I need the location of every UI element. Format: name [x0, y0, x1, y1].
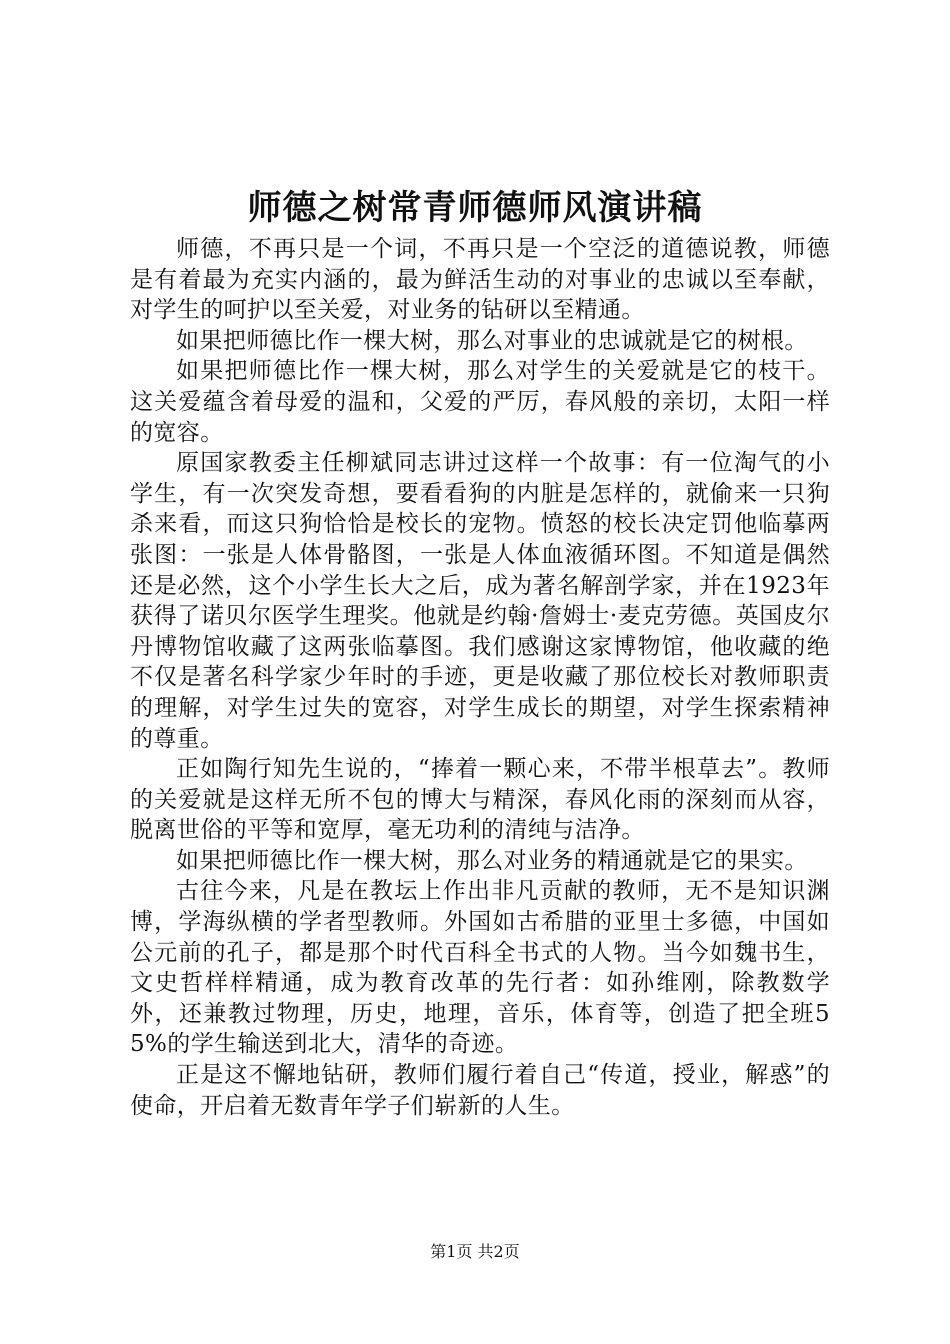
- paragraph: 正如陶行知先生说的，“捧着一颗心来，不带半根草去”。教师的关爱就是这样无所不包的博大与精深，春风化雨的深刻而从容，脱离世俗的平等和宽厚，毫无功利的清纯与洁净。: [130, 756, 830, 844]
- page-footer: 第1页 共2页: [430, 1242, 520, 1261]
- paragraph: 如果把师德比作一棵大树，那么对业务的精通就是它的果实。: [176, 847, 808, 874]
- paragraph: 如果把师德比作一棵大树，那么对事业的忠诚就是它的树根。: [176, 327, 808, 354]
- document-body: [130, 234, 830, 1121]
- paragraph: 如果把师德比作一棵大树，那么对学生的关爱就是它的枝干。这关爱蕴含着母爱的温和，父爱的严厉，春风般的亲切，太阳一样的宽容。: [130, 358, 830, 446]
- paragraph: 古往今来，凡是在教坛上作出非凡贡献的教师，无不是知识渊博，学海纵横的学者型教师。外国如古希腊的亚里士多德，中国如公元前的孔子，都是那个时代百科全书式的人物。当今如魏书生，文史哲样样精通，成为教育改革的先行者：如孙维刚，除教数学外，还兼教过物理，历史，地理，音乐，体育等，创造了把全班55%的学生输送到北大，清华的奇迹。: [130, 878, 830, 1058]
- document-title: 师德之树常青师德师风演讲稿: [247, 188, 703, 228]
- paragraph: 原国家教委主任柳斌同志讲过这样一个故事：有一位淘气的小学生，有一次突发奇想，要看看狗的内脏是怎样的，就偷来一只狗杀来看，而这只狗恰恰是校长的宠物。愤怒的校长决定罚他临摹两张图：一张是人体骨骼图，一张是人体血液循环图。不知道是偶然还是必然，这个小学生长大之后，成为著名解剖学家，并在1923年获得了诺贝尔医学生理奖。他就是约翰·詹姆士·麦克劳德。英国皮尔丹博物馆收藏了这两张临摹图。我们感谢这家博物馆，他收藏的绝不仅是著名科学家少年时的手迹，更是收藏了那位校长对教师职责的理解，对学生过失的宽容，对学生成长的期望，对学生探索精神的尊重。: [130, 450, 830, 752]
- paragraph: 师德，不再只是一个词，不再只是一个空泛的道德说教，师德是有着最为充实内涵的，最为鲜活生动的对事业的忠诚以至奉献，对学生的呵护以至关爱，对业务的钻研以至精通。: [130, 236, 830, 324]
- paragraph: 正是这不懈地钻研，教师们履行着自己“传道，授业，解惑”的使命，开启着无数青年学子们崭新的人生。: [130, 1062, 830, 1119]
